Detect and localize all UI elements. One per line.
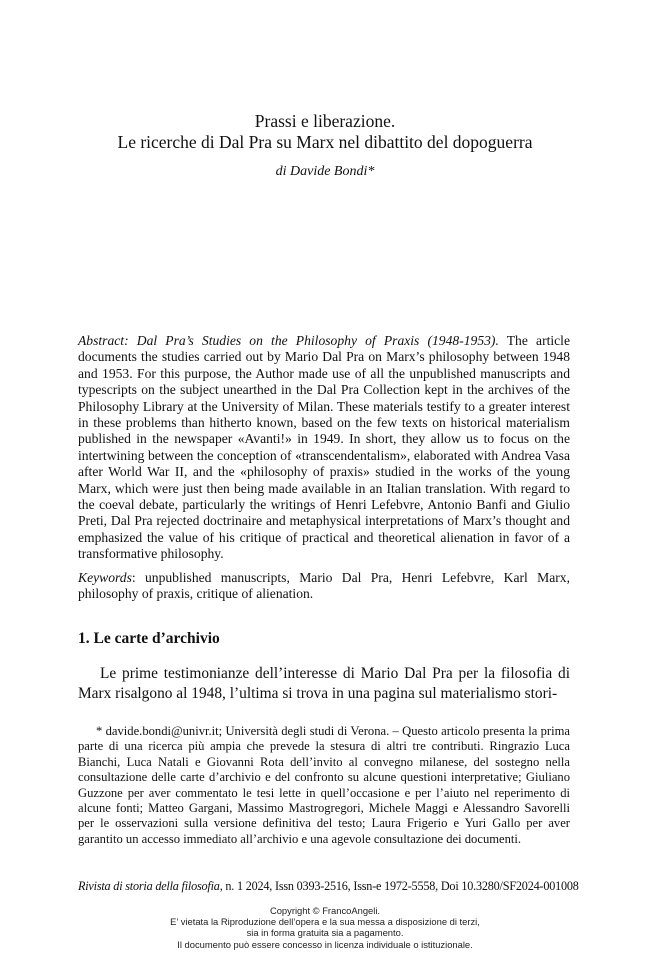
journal-details: , n. 1 2024, Issn 0393-2516, Issn-e 1972-5558, Doi 10.3280/SF2024-001008 <box>219 879 579 893</box>
keywords-text: : unpublished manuscripts, Mario Dal Pra, Henri Lefebvre, Karl Marx, philosophy of praxis, critique of alienation. <box>78 570 570 602</box>
copyright-line-2: E’ vietata la Riproduzione dell’opera e la sua messa a disposizione di terzi, <box>170 916 480 928</box>
abstract-title: : Dal Pra’s Studies on the Philosophy of Praxis (1948-1953). <box>124 333 499 348</box>
keywords-label: Keywords <box>78 570 132 585</box>
section-heading: 1. Le carte d’archivio <box>78 630 220 647</box>
abstract-text: The article documents the studies carried out by Mario Dal Pra on Marx’s philosophy between 1948 and 1953. For this purpose, the Author made use of all the unpublished manuscripts and typescripts on the subject unearthed in the Dal Pra Collection kept in the archives of the Philosophy Library at the University of Milan. These materials testify to a greater interest in these problems than hitherto known, based on the few texts on historical materialism published in the newspaper «Avanti!» in 1949. In short, they allow us to focus on the intertwining between the conception of «transcendentalism», elaborated with Andrea Vasa after World War II, and the «philosophy of praxis» studied in the works of the young Marx, which were just then being made available in an Italian translation. With regard to the coeval debate, particularly the writings of Henri Lefebvre, Antonio Banfi and Giulio Preti, Dal Pra rejected doctrinaire and metaphysical interpretations of Marx’s thought and emphasized the value of his critique of practical and theoretical alienation in favor of a transformative philosophy. <box>78 333 570 562</box>
author-byline: di Davide Bondi* <box>275 164 375 179</box>
abstract-paragraph <box>78 333 570 563</box>
journal-citation <box>78 879 579 894</box>
journal-name: Rivista di storia della filosofia <box>78 879 220 893</box>
copyright-notice <box>0 905 650 950</box>
article-title <box>0 111 650 153</box>
keywords-paragraph <box>78 570 570 603</box>
copyright-line-4: Il documento può essere concesso in licenza individuale o istituzionale. <box>177 938 473 950</box>
title-line-1: Prassi e liberazione. <box>254 111 396 131</box>
body-paragraph: Le prime testimonianze dell’interesse di Mario Dal Pra per la filosofia di Marx risalgono al 1948, l’ultima si trova in una pagina sul materialismo stori- <box>78 665 570 702</box>
abstract-label: Abstract <box>78 333 125 348</box>
title-line-2: Le ricerche di Dal Pra su Marx nel dibattito del dopoguerra <box>117 132 533 152</box>
footnote: * davide.bondi@univr.it; Università degli studi di Verona. – Questo articolo presenta la prima parte di una ricerca più ampia che prevede la stesura di altri tre contributi. Ringrazio Luca Bianchi, Luca Natali e Giovanni Rota dell’invito al convegno milanese, del sostegno nella consultazione delle carte d’archivio e del confronto su alcune questioni interpretative; Giuliano Guzzone per aver commentato le tesi lette in quell’occasione e per l’aiuto nel reperimento di alcune fonti; Matteo Gargani, Massimo Mastrogregori, Michele Maggi e Alessandro Savorelli per le osservazioni sulla versione definitiva del testo; Laura Frigerio e Yuri Gallo per aver garantito un accesso immediato all’archivio e una agevole consultazione dei documenti. <box>78 724 570 846</box>
copyright-line-1: Copyright © FrancoAngeli. <box>269 905 381 916</box>
copyright-line-3: sia in forma gratuita sia a pagamento. <box>246 927 404 939</box>
